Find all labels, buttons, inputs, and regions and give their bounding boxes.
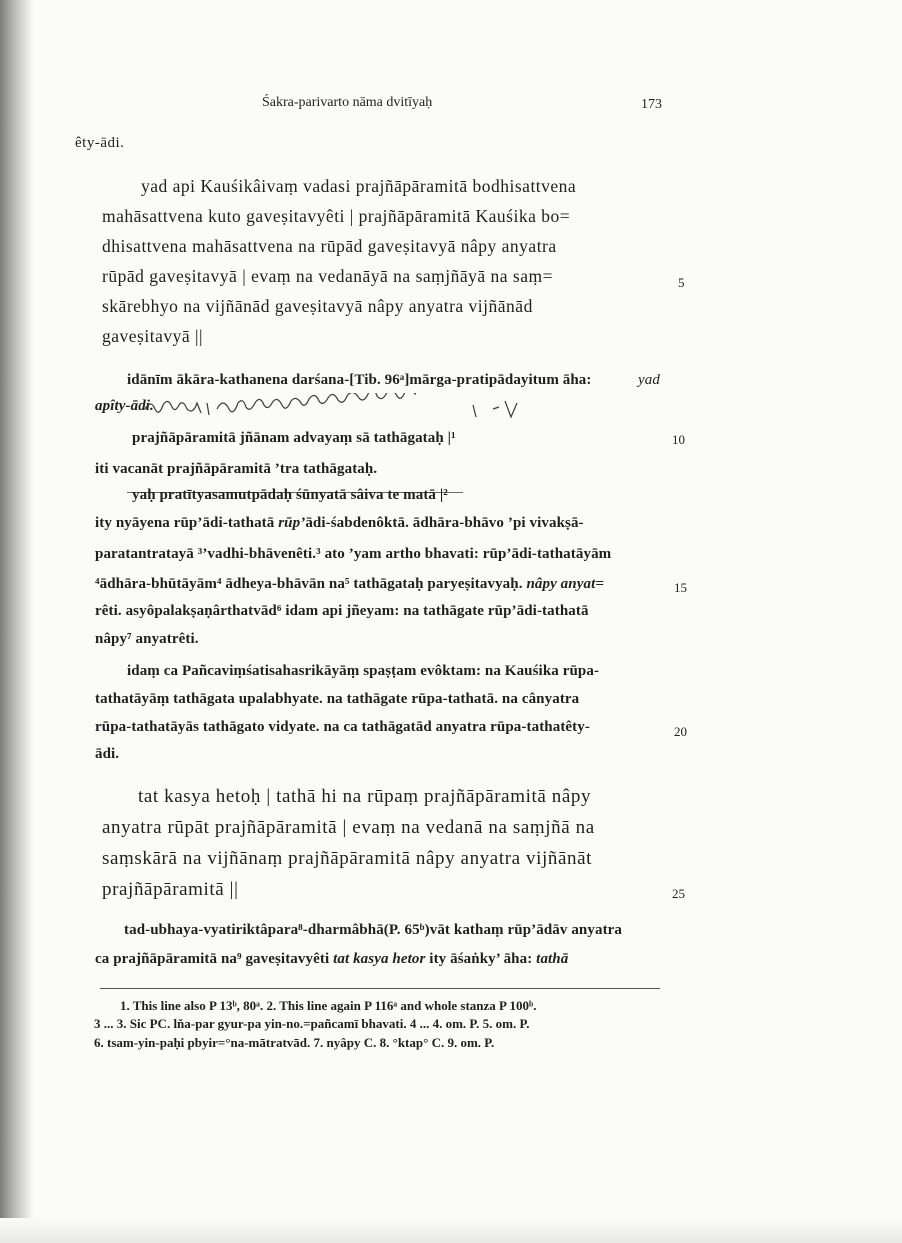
text-line-8: idānīm ākāra-kathanena darśana-[Tib. 96ᵃ]mārga-pratipādayitum āha:	[127, 372, 592, 388]
text-line-13c: ādi-śabdenôktā. ādhāra-bhāvo ’pi vivakṣā-	[305, 515, 584, 531]
text-line-10: prajñāpāramitā jñānam advayaṃ sā tathāgataḥ |¹	[132, 430, 456, 446]
text-line-22: tat kasya hetoḥ | tathā hi na rūpaṃ prajñāpāramitā nâpy	[138, 786, 592, 807]
text-line-27-italic-2: tathā	[536, 951, 569, 967]
margin-number-5: 5	[678, 275, 685, 290]
footnote-line-1: 1. This line also P 13ᵇ, 80ᵃ. 2. This line again P 116ᵃ and whole stanza P 100ᵇ.	[120, 998, 537, 1013]
margin-number-15: 15	[674, 580, 687, 595]
text-line-13a: ity nyāyena rūp’ādi-tathatā	[95, 515, 275, 531]
scan-left-shadow	[0, 0, 34, 1243]
page-number: 173	[641, 97, 662, 112]
text-line-15a: ⁴ādhāra-bhūtāyām⁴ ādheya-bhāvān na⁵ tathāgataḥ paryeṣitavyaḥ.	[95, 576, 523, 592]
text-line-27a: ca prajñāpāramitā na⁹ gaveṣitavyêti	[95, 951, 330, 967]
text-line-4: dhisattvena mahāsattvena na rūpād gaveṣitavyā nâpy anyatra	[102, 236, 557, 256]
text-line-15-italic: nâpy anyat=	[526, 576, 605, 592]
text-line-14: paratantratayā ³’vadhi-bhāvenêti.³ ato ’yam artho bhavati: rūp’ādi-tathatāyām	[95, 546, 612, 562]
text-line-15	[95, 577, 604, 592]
text-line-7: gaveṣitavyā ||	[102, 326, 203, 346]
text-line-27-italic-1: tat kasya hetor	[333, 951, 426, 967]
text-line-13-italic: rūp’	[278, 515, 306, 531]
text-line-11: iti vacanāt prajñāpāramitā ’tra tathāgataḥ.	[95, 461, 378, 477]
text-line-27c: ity āśaṅky’ āha:	[429, 951, 533, 967]
text-line-12: yaḥ pratītyasamutpādaḥ śūnyatā sâiva te matā |²	[132, 487, 448, 503]
text-line-21: ādi.	[95, 746, 120, 762]
running-title: Śakra-parivarto nāma dvitīyaḥ	[262, 95, 433, 110]
tibetan-handwriting-image	[143, 393, 573, 421]
margin-number-10: 10	[672, 432, 685, 447]
text-line-8-italic: yad	[638, 372, 660, 388]
text-line-27	[95, 952, 568, 967]
text-line-25: prajñāpāramitā ||	[102, 879, 239, 900]
text-line-2: yad api Kauśikâivaṃ vadasi prajñāpāramitā bodhisattvena	[141, 176, 577, 196]
text-line-24: saṃskārā na vijñānaṃ prajñāpāramitā nâpy anyatra vijñānāt	[102, 848, 593, 869]
text-line-5: rūpād gaveṣitavyā | evaṃ na vedanāyā na saṃjñāyā na saṃ=	[102, 266, 553, 286]
margin-number-25: 25	[672, 886, 685, 901]
footnote-line-3: 6. tsam-yin-paḥi pbyir=°na-mātratvād. 7. nyâpy C. 8. °ktap° C. 9. om. P.	[94, 1035, 495, 1050]
footnote-line-2: 3 ... 3. Sic PC. lňa-par gyur-pa yin-no.=pañcamī bhavati. 4 ... 4. om. P. 5. om. P.	[94, 1016, 530, 1031]
margin-number-20: 20	[674, 724, 687, 739]
text-line-20: rūpa-tathatāyās tathāgato vidyate. na ca tathāgatād anyatra rūpa-tathatêty-	[95, 719, 590, 735]
text-line-9: apîty-ādi.	[95, 398, 154, 414]
text-line-1: êty-ādi.	[75, 135, 125, 151]
text-line-23: anyatra rūpāt prajñāpāramitā | evaṃ na vedanā na saṃjñā na	[102, 817, 595, 838]
text-line-18: idaṃ ca Pañcaviṃśatisahasrikāyāṃ spaṣṭam evôktam: na Kauśika rūpa-	[127, 663, 600, 679]
text-line-17: nâpy⁷ anyatrêti.	[95, 631, 199, 647]
text-line-3: mahāsattvena kuto gaveṣitavyêti | prajñāpāramitā Kauśika bo=	[102, 206, 571, 226]
text-line-19: tathatāyāṃ tathāgata upalabhyate. na tathāgate rūpa-tathatā. na cânyatra	[95, 691, 580, 707]
text-line-13	[95, 516, 584, 531]
text-line-6: skārebhyo na vijñānād gaveṣitavyā nâpy anyatra vijñānād	[102, 296, 533, 316]
footnote-rule	[100, 988, 660, 989]
text-line-16: rêti. asyôpalakṣaṇârthatvād⁶ idam api jñeyam: na tathāgate rūp’ādi-tathatā	[95, 603, 589, 619]
scan-bottom-shadow	[0, 1218, 902, 1243]
text-line-26: tad-ubhaya-vyatiriktâpara⁸-dharmâbhā(P. 65ᵇ)vāt kathaṃ rūp’ādāv anyatra	[124, 922, 623, 938]
